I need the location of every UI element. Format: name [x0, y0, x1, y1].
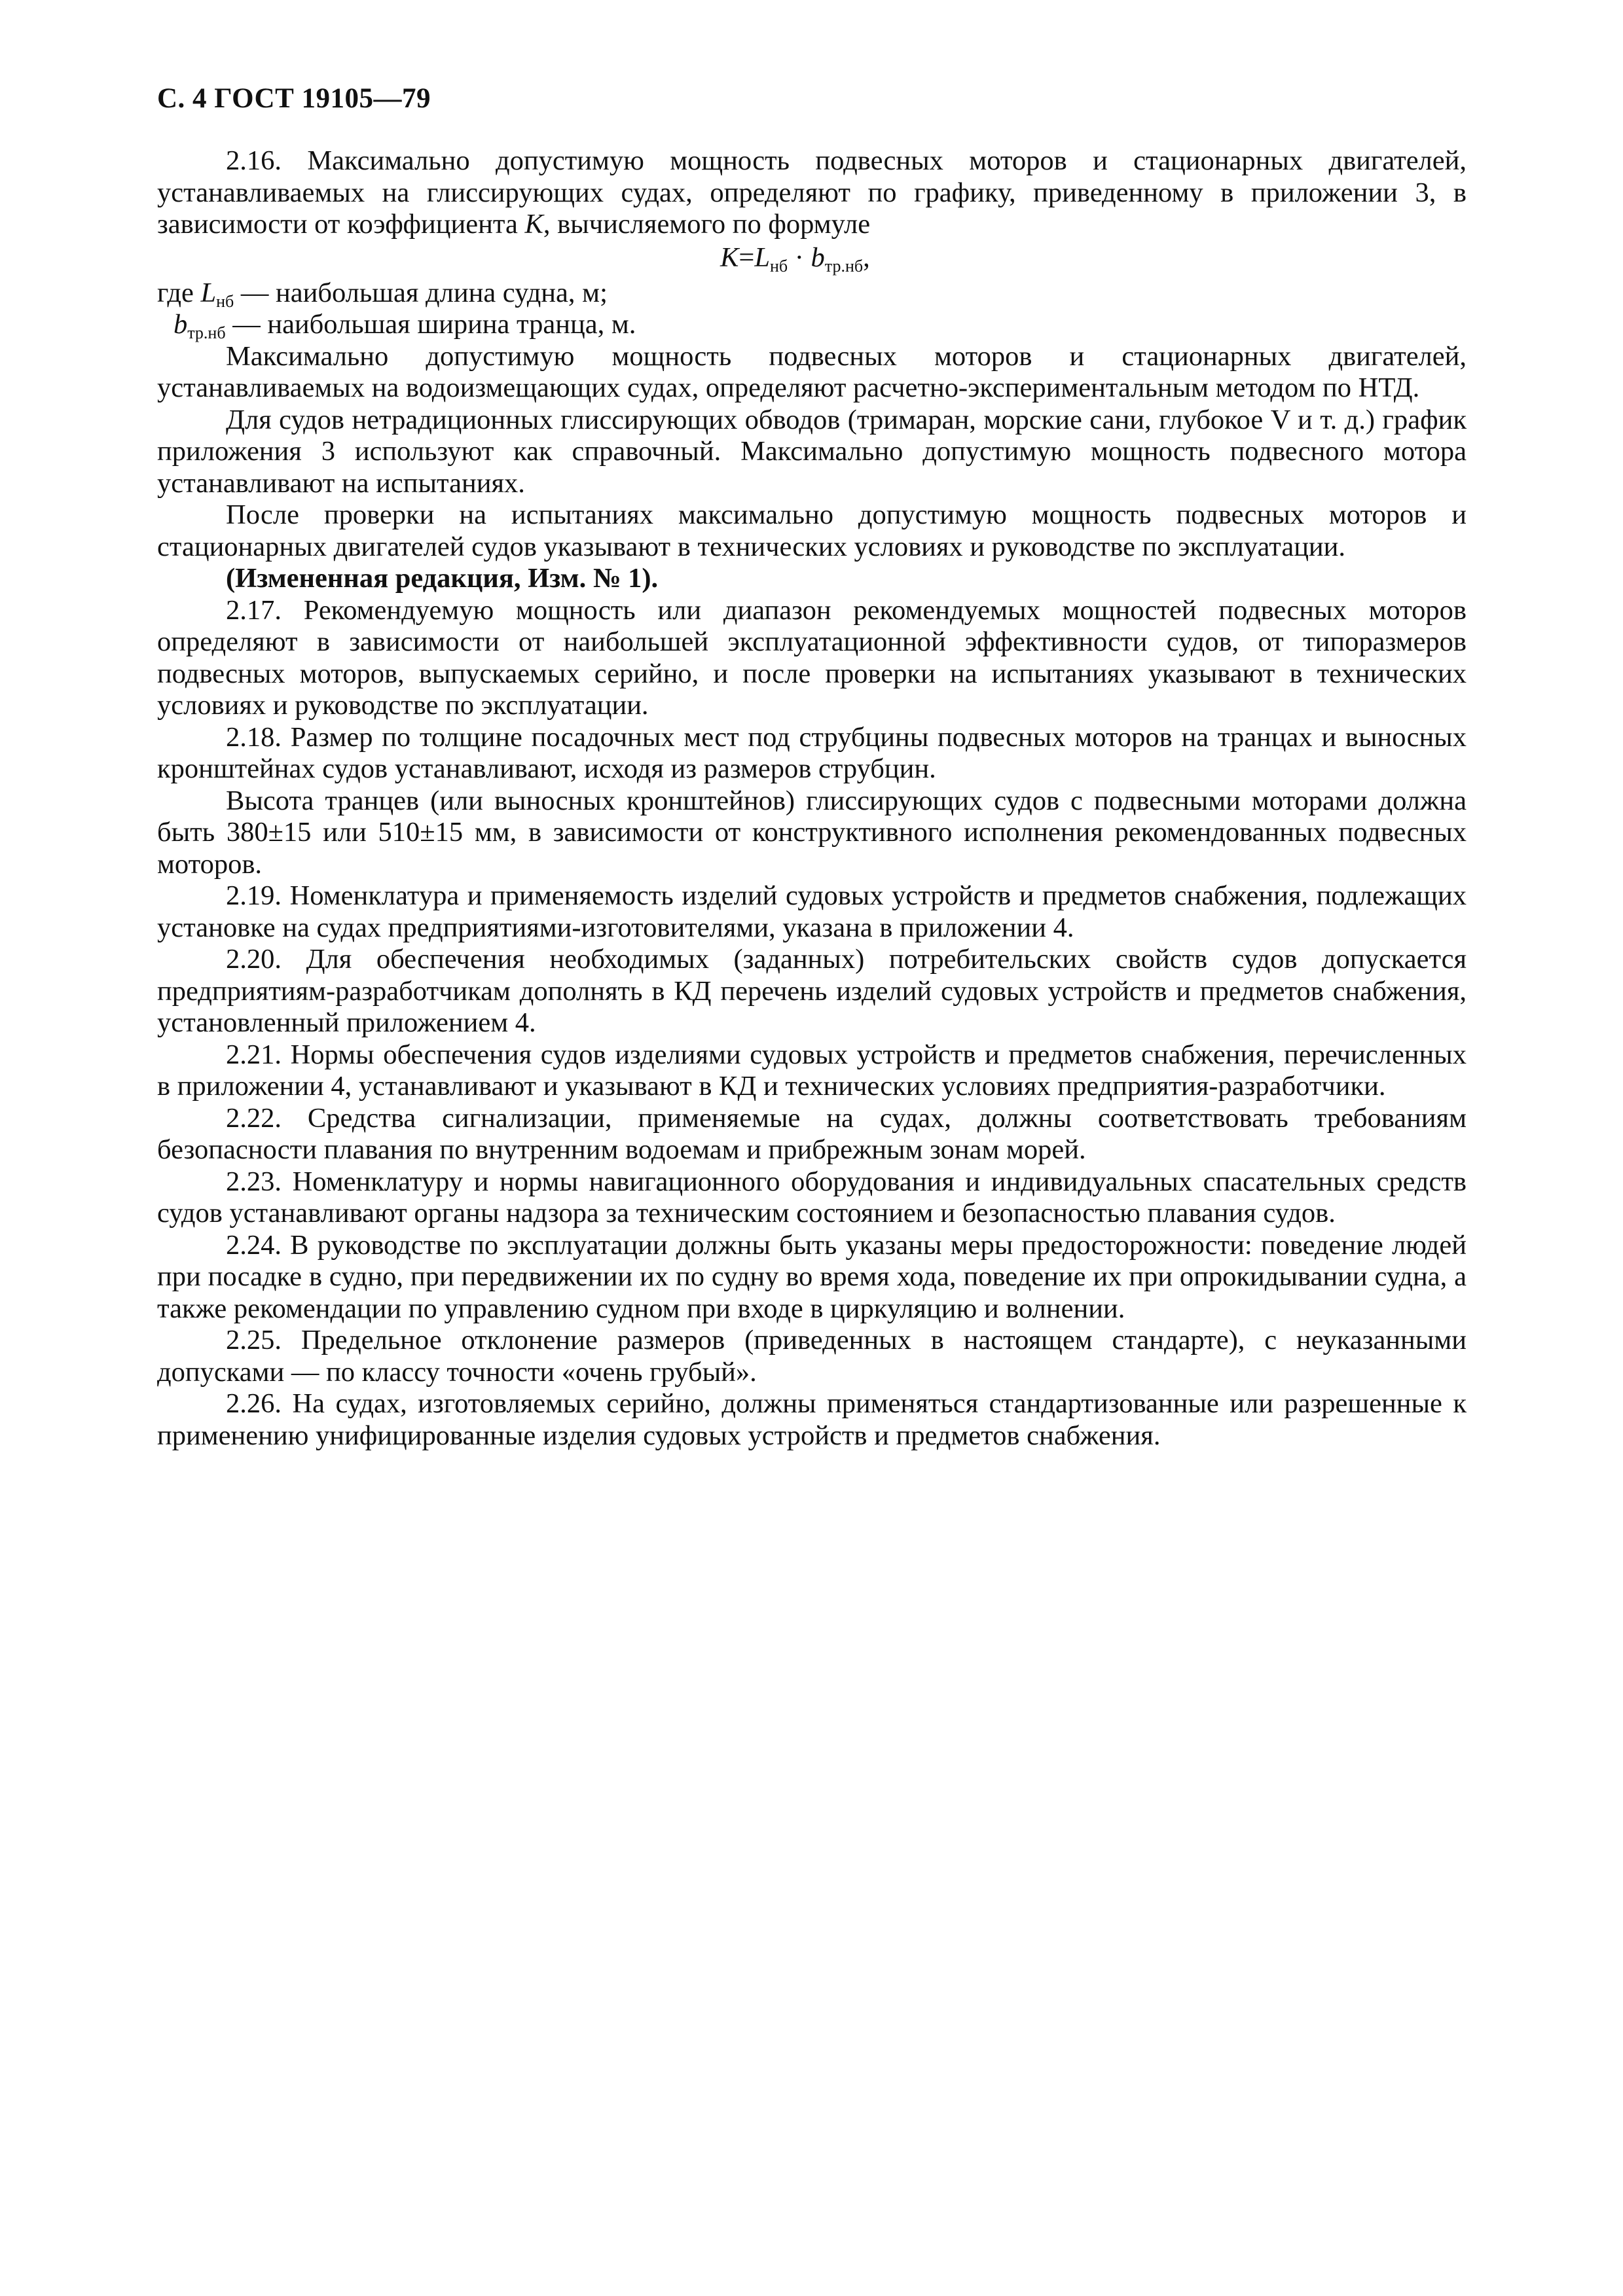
paragraph-2-16-d: После проверки на испытаниях максимально допустимую мощность подвесных моторов и стационарных двигателей судов указывают в технических условиях и руководстве по эксплуатации. [157, 499, 1467, 562]
formula-end: , [863, 242, 870, 273]
formula-dot: · [788, 242, 811, 273]
definition-2-sub: тр.нб [187, 323, 226, 342]
definition-2-symbol: b [173, 309, 188, 340]
paragraph-2-23: 2.23. Номенклатуру и нормы навигационного оборудования и индивидуальных спасательных средств судов устанавливают органы надзора за техническим состоянием и безопасностью плавания судов. [157, 1166, 1467, 1229]
paragraph-2-16 [157, 145, 1467, 241]
paragraph-2-26: 2.26. На судах, изготовляемых серийно, должны применяться стандартизованные или разрешенные к применению унифицированные изделия судовых устройств и предметов снабжения. [157, 1388, 1467, 1451]
formula-b: b [811, 242, 825, 273]
formula-k: K [720, 242, 739, 273]
paragraph-2-16-c: Для судов нетрадиционных глиссирующих обводов (тримаран, морские сани, глубокое V и т. д.) график приложения 3 используют как справочный. Максимально допустимую мощность подвесного мотора устанавливают на испытаниях. [157, 404, 1467, 499]
formula-b-sub: тр.нб [824, 256, 864, 276]
paragraph-2-18: 2.18. Размер по толщине посадочных мест под струбцины подвесных моторов на транцах и выносных кронштейнах судов устанавливают, исходя из размеров струбцин. [157, 721, 1467, 784]
definition-1-text: — наибольшая длина судна, м; [234, 277, 608, 308]
paragraph-2-19: 2.19. Номенклатура и применяемость изделий судовых устройств и предметов снабжения, подлежащих установке на судах предприятиями-изготовителями, указана в приложении 4. [157, 880, 1467, 943]
definition-where: где [157, 277, 201, 308]
paragraph-2-18-b: Высота транцев (или выносных кронштейнов) глиссирующих судов с подвесными моторами должна быть 380±15 или 510±15 мм, в зависимости от конструктивного исполнения рекомендованных подвесных моторов. [157, 785, 1467, 880]
amendment-note: (Измененная редакция, Изм. № 1). [226, 563, 659, 594]
formula-l-sub: нб [769, 256, 788, 276]
paragraph-2-21: 2.21. Нормы обеспечения судов изделиями судовых устройств и предметов снабжения, перечисленных в приложении 4, устанавливают и указывают в КД и технических условиях предприятия-разработчики. [157, 1039, 1467, 1102]
paragraph-2-25: 2.25. Предельное отклонение размеров (приведенных в настоящем стандарте), с неуказанными допусками — по классу точности «очень грубый». [157, 1325, 1467, 1388]
definition-length [157, 278, 1467, 310]
paragraph-2-24: 2.24. В руководстве по эксплуатации должны быть указаны меры предосторожности: поведение людей при посадке в судно, при передвижении их по судну во время хода, поведение их при опрокидывании судна, а также рекомендации по управлению судном при входе в циркуляцию и волнении. [157, 1229, 1467, 1324]
formula [157, 241, 1467, 278]
formula-eq: = [739, 242, 755, 273]
document-body [157, 145, 1467, 1452]
coefficient-k: K [524, 209, 543, 240]
definition-width [157, 309, 1467, 341]
paragraph-2-20: 2.20. Для обеспечения необходимых (заданных) потребительских свойств судов допускается предприятиям-разработчикам дополнять в КД перечень изделий судовых устройств и предметов снабжения, установленный приложением 4. [157, 944, 1467, 1038]
definition-1-symbol: L [200, 277, 217, 308]
paragraph-2-16-tail: , вычисляемого по формуле [543, 209, 871, 240]
definition-2-text: — наибольшая ширина транца, м. [225, 309, 636, 340]
definition-1-sub: нб [216, 291, 234, 311]
page-header: С. 4 ГОСТ 19105—79 [157, 83, 431, 114]
paragraph-2-17: 2.17. Рекомендуемую мощность или диапазон рекомендуемых мощностей подвесных моторов определяют в зависимости от наибольшей эксплуатационной эффективности судов, от типоразмеров подвесных моторов, выпускаемых серийно, и после проверки на испытаниях указывают в технических условиях и руководстве по эксплуатации. [157, 594, 1467, 721]
paragraph-2-16-b: Максимально допустимую мощность подвесных моторов и стационарных двигателей, устанавливаемых на водоизмещающих судах, определяют расчетно-экспериментальным методом по НТД. [157, 340, 1467, 403]
paragraph-2-16-text: 2.16. Максимально допустимую мощность подвесных моторов и стационарных двигателей, устанавливаемых на глиссирующих судах, определяют по графику, приведенному в приложении 3, в зависимости от коэффициента [157, 145, 1467, 240]
paragraph-2-22: 2.22. Средства сигнализации, применяемые на судах, должны соответствовать требованиям безопасности плавания по внутренним водоемам и прибрежным зонам морей. [157, 1102, 1467, 1165]
formula-l: L [754, 242, 770, 273]
